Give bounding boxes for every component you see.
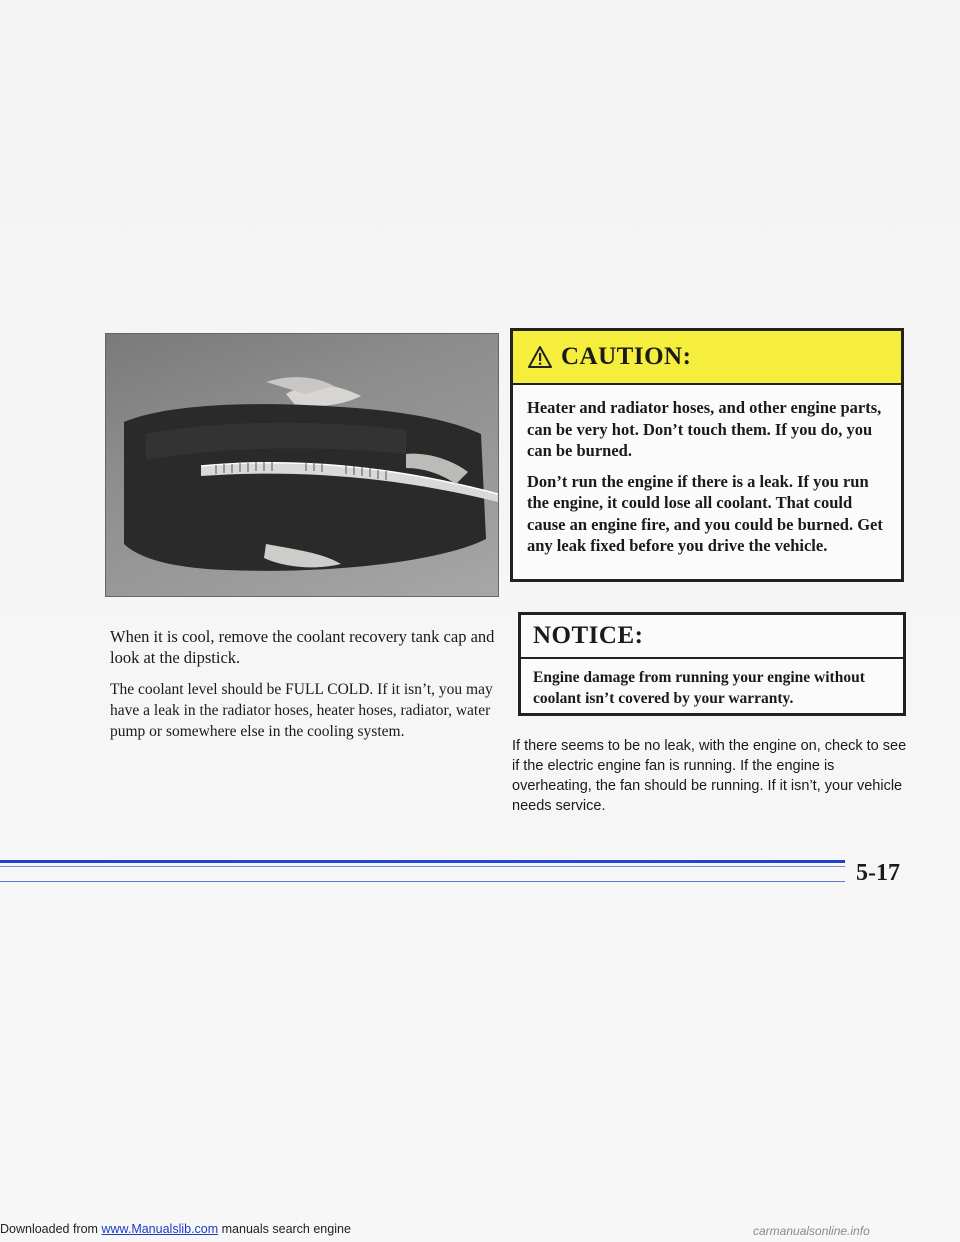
caution-header bbox=[513, 331, 901, 385]
footer-rule-thick bbox=[0, 860, 845, 863]
caution-box bbox=[510, 328, 904, 582]
manualslib-link[interactable]: www.Manualslib.com bbox=[101, 1222, 219, 1236]
instruction-paragraph-2: The coolant level should be FULL COLD. If it isn’t, you may have a leak in the radiator hoses, heater hoses, radiator, water pump or somewhere else in the cooling system. bbox=[110, 681, 493, 740]
footer-suffix: manuals search engine bbox=[218, 1222, 351, 1236]
caution-paragraph-1: Heater and radiator hoses, and other engine parts, can be very hot. Don’t touch them. If you do, you can be burned. bbox=[527, 398, 882, 460]
caution-title: CAUTION: bbox=[561, 343, 692, 370]
download-footer bbox=[0, 1222, 351, 1236]
footer-rule-thin bbox=[0, 866, 845, 867]
notice-title: NOTICE: bbox=[533, 622, 644, 649]
notice-header bbox=[521, 615, 903, 659]
dipstick-photo bbox=[105, 333, 499, 597]
footer-prefix: Downloaded from bbox=[0, 1222, 102, 1236]
footer-rule-lower bbox=[0, 881, 845, 882]
dipstick-illustration bbox=[106, 334, 498, 596]
warning-triangle-icon bbox=[527, 345, 553, 369]
page-number: 5-17 bbox=[856, 860, 900, 886]
notice-text: Engine damage from running your engine without coolant isn’t covered by your warranty. bbox=[533, 669, 865, 707]
caution-body bbox=[513, 385, 901, 557]
caution-paragraph-2: Don’t run the engine if there is a leak. If you run the engine, it could lose all coolant. That could cause an engine fire, and you could be burned. Get any leak fixed before you drive the vehicle. bbox=[527, 471, 883, 555]
instruction-paragraph-1: When it is cool, remove the coolant recovery tank cap and look at the dipstick. bbox=[110, 627, 495, 667]
watermark-text: carmanualsonline.info bbox=[753, 1224, 870, 1238]
notice-body bbox=[521, 659, 903, 709]
notice-box bbox=[518, 612, 906, 716]
instruction-paragraph-3: If there seems to be no leak, with the engine on, check to see if the electric engine fan is running. If the engine is overheating, the fan should be running. If it isn’t, your vehicle needs service. bbox=[512, 738, 907, 814]
